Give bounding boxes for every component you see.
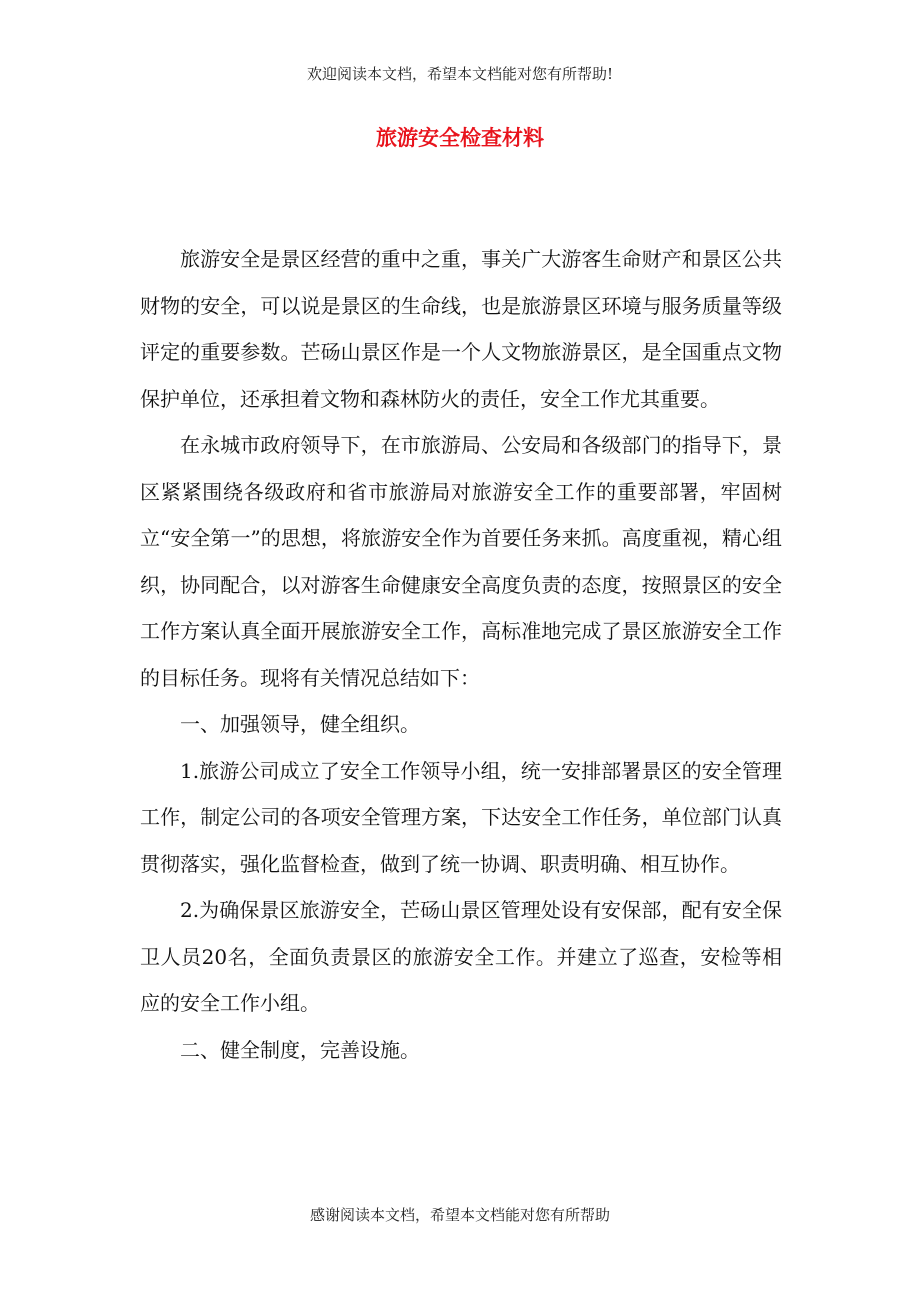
paragraph-item-2: 2.为确保景区旅游安全，芒砀山景区管理处设有安保部，配有安全保卫人员20名，全面负责景区的旅游安全工作。并建立了巡查，安检等相应的安全工作小组。 <box>140 898 782 1015</box>
page-footer: 感谢阅读本文档，希望本文档能对您有所帮助 <box>309 1206 610 1224</box>
section-heading-1: 一、加强领导，健全组织。 <box>180 712 420 736</box>
document-title: 旅游安全检查材料 <box>376 125 544 150</box>
page-header: 欢迎阅读本文档，希望本文档能对您有所帮助! <box>306 65 614 83</box>
section-heading-2: 二、健全制度，完善设施。 <box>180 1037 420 1062</box>
paragraph-intro: 旅游安全是景区经营的重中之重，事关广大游客生命财产和景区公共财物的安全，可以说是景区的生命线，也是旅游景区环境与服务质量等级评定的重要参数。芒砀山景区作是一个人文物旅游景区，是全国重点文物保护单位，还承担着文物和森林防火的责任，安全工作尤其重要。 <box>140 247 782 411</box>
paragraph-background: 在永城市政府领导下，在市旅游局、公安局和各级部门的指导下，景区紧紧围绕各级政府和省市旅游局对旅游安全工作的重要部署，牢固树立“安全第一”的思想，将旅游安全作为首要任务来抓。高度重视，精心组织，协同配合，以对游客生命健康安全高度负责的态度，按照景区的安全工作方案认真全面开展旅游安全工作，高标准地完成了景区旅游安全工作的目标任务。现将有关情况总结如下： <box>140 433 782 690</box>
document-body <box>140 236 782 1073</box>
paragraph-item-1: 1.旅游公司成立了安全工作领导小组，统一安排部署景区的安全管理工作，制定公司的各项安全管理方案，下达安全工作任务，单位部门认真贯彻落实，强化监督检查，做到了统一协调、职责明确、相互协作。 <box>140 758 782 876</box>
